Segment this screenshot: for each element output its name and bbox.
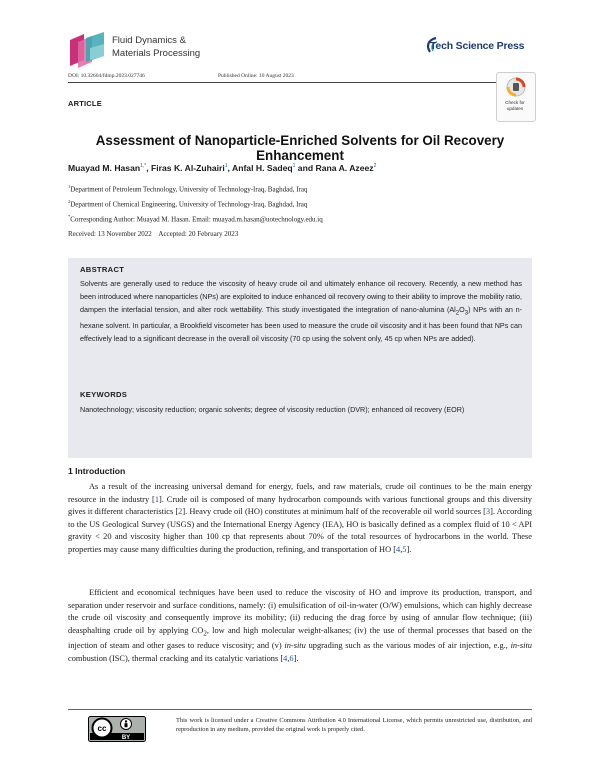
intro-paragraph-2 bbox=[68, 587, 532, 665]
author-separator: and bbox=[295, 163, 316, 173]
affiliation-text: Department of Chemical Engineering, University of Technology-Iraq, Baghdad, Iraq bbox=[70, 200, 308, 209]
author-name: Firas K. Al-Zuhairi bbox=[151, 163, 225, 173]
citation-link[interactable]: 4 bbox=[396, 544, 401, 554]
paragraph-text: ]. bbox=[406, 544, 412, 554]
paragraph-text: , bbox=[400, 544, 403, 554]
article-title: Assessment of Nanoparticle-Enriched Solvents for Oil Recovery Enhancement bbox=[95, 133, 505, 163]
paragraph-text: ]. Crude oil is composed of many hydrocarbon compounds with various functional groups and this diversity gives it different characteristics [ bbox=[68, 494, 532, 517]
paragraph-text: ]. Heavy crude oil (HO) constitutes at minimum half of the recoverable oil world sources [ bbox=[182, 507, 486, 517]
author-name: Anfal H. Sadeq bbox=[231, 163, 293, 173]
corresponding-author-text[interactable]: Corresponding Author: Muayad M. Hasan. Email: muayad.m.hasan@uotechnology.edu.iq bbox=[70, 215, 323, 224]
italic-term: in-situ bbox=[510, 641, 532, 651]
intro-paragraph-1 bbox=[68, 481, 532, 557]
citation-link[interactable]: 1 bbox=[154, 494, 159, 504]
corresponding-marker: * bbox=[68, 214, 71, 219]
abstract-heading: ABSTRACT bbox=[80, 265, 125, 274]
publisher-name: Tech Science Press bbox=[430, 40, 525, 52]
journal-name-line2: Materials Processing bbox=[112, 48, 201, 59]
italic-term: in-situ bbox=[284, 641, 306, 651]
affiliation-1 bbox=[68, 184, 307, 193]
abstract-text bbox=[80, 278, 522, 345]
paragraph-text: ]. According to the US Geological Survey (USGS) and the International Energy Agency (IEA), HO is basically defined as a complex fluid of 10 < API gravity < 20 and viscosity higher than 100 cp that represents about 70% of the total resources of hydrocarbons in the world. These properties may cause many difficulties during the production, refining, and transportation of HO [ bbox=[68, 507, 532, 554]
author-affiliation-marker: 1,* bbox=[140, 163, 147, 170]
abstract-text-part: O bbox=[459, 304, 465, 314]
paragraph-text: ]. bbox=[293, 653, 299, 663]
abstract-text-part: ) NPs with an n-hexane solvent. In particular, a Brookfield viscometer has been used to measure the crude oil viscosity and it has been found that NPs can effectively lead to a significant decrease in the overall oil viscosity (70 cp using the solvent only, 45 cp when NPs are added). bbox=[80, 304, 522, 343]
check-for-updates-badge[interactable] bbox=[496, 72, 536, 122]
cc-mark: cc bbox=[97, 724, 107, 733]
article-type-label: ARTICLE bbox=[68, 99, 102, 108]
check-updates-icon bbox=[497, 73, 535, 101]
affiliation-2 bbox=[68, 199, 307, 208]
citation-link[interactable]: 5 bbox=[402, 544, 407, 554]
paragraph-text: , bbox=[287, 653, 290, 663]
received-accepted-dates: Received: 13 November 2022 Accepted: 20 February 2023 bbox=[68, 230, 239, 238]
check-for-updates-label: Check for updates bbox=[505, 100, 525, 111]
corresponding-author bbox=[68, 214, 323, 223]
keywords-text: Nanotechnology; viscosity reduction; organic solvents; degree of viscosity reduction (DVR); enhanced oil recovery (EOR) bbox=[80, 405, 465, 414]
doi[interactable]: DOI: 10.32604/fdmp.2023.027746 bbox=[68, 73, 145, 79]
subscript: 2 bbox=[203, 629, 207, 638]
author-list bbox=[68, 163, 376, 173]
author-separator: , bbox=[227, 163, 232, 173]
journal-name-line1: Fluid Dynamics & bbox=[112, 35, 186, 46]
footer-divider bbox=[68, 709, 532, 710]
citation-link[interactable]: 3 bbox=[485, 507, 491, 517]
affiliation-text: Department of Petroleum Technology, University of Technology-Iraq, Baghdad, Iraq bbox=[70, 185, 308, 194]
author-name: Muayad M. Hasan bbox=[68, 163, 141, 173]
by-mark: BY bbox=[121, 735, 131, 741]
citation-link[interactable]: 4 bbox=[283, 653, 288, 663]
affiliation-marker: 2 bbox=[68, 199, 71, 204]
abstract-text-part: Solvents are generally used to reduce the viscosity of heavy crude oil and ultimately enhance oil recovery. Recently, a new method has been introduced where nanoparticles (NPs) are exploited to induce enhanced oil recovery owing to their ability to improve the mobility ratio, dampen the interfacial tension, and alter rock wettability. This study investigated the integration of nano-alumina (Al bbox=[80, 279, 522, 314]
author-affiliation-marker: 1 bbox=[224, 163, 228, 170]
paragraph-text: , low and high molecular weight-alkanes; (iv) the use of thermal processes that based on the injection of steam and other gases to reduce viscosity; and (v) bbox=[68, 625, 532, 651]
paragraph-text: combustion (ISC), thermal cracking and its catalytic variations [ bbox=[68, 653, 284, 663]
citation-link[interactable]: 6 bbox=[289, 653, 294, 663]
citation-link[interactable]: 2 bbox=[178, 507, 183, 517]
paragraph-text: upgrading such as the various modes of air injection, e.g., bbox=[305, 641, 511, 651]
cc-by-license-icon[interactable] bbox=[88, 716, 146, 742]
published-date: Published Online: 10 August 2023 bbox=[218, 73, 294, 79]
header-divider bbox=[68, 82, 532, 83]
journal-logo-icon bbox=[68, 30, 106, 68]
section-heading-introduction: 1 Introduction bbox=[68, 466, 126, 476]
journal-name bbox=[112, 34, 200, 60]
author-affiliation-marker: 1 bbox=[292, 163, 296, 170]
paragraph-text: Efficient and economical techniques have been used to reduce the viscosity of HO and improve its production, transport, and separation under reservoir and surface conditions, namely: (i) emulsification of oil-in-water (O/W) emulsions, which can highly decrease the crude oil viscosity and consequently improve its mobility; (ii) reducing the drag force by using of annular flow technique; (iii) deasphalting crude oil by applying CO bbox=[68, 588, 532, 635]
author-name: Rana A. Azeez bbox=[315, 163, 374, 173]
keywords-heading: KEYWORDS bbox=[80, 390, 128, 399]
paragraph-text: As a result of the increasing universal demand for energy, fuels, and raw materials, crude oil continues to be the main energy resource in the industry [ bbox=[68, 482, 532, 504]
affiliation-marker: 1 bbox=[68, 184, 71, 189]
license-text: This work is licensed under a Creative Commons Attribution 4.0 International License, which permits unrestricted use, distribution, and reproduction in any medium, provided the original work is properly cited. bbox=[176, 717, 532, 734]
subscript: 3 bbox=[464, 310, 469, 317]
subscript: 2 bbox=[455, 310, 460, 317]
author-separator: , bbox=[146, 163, 152, 173]
author-affiliation-marker: 2 bbox=[373, 163, 377, 170]
